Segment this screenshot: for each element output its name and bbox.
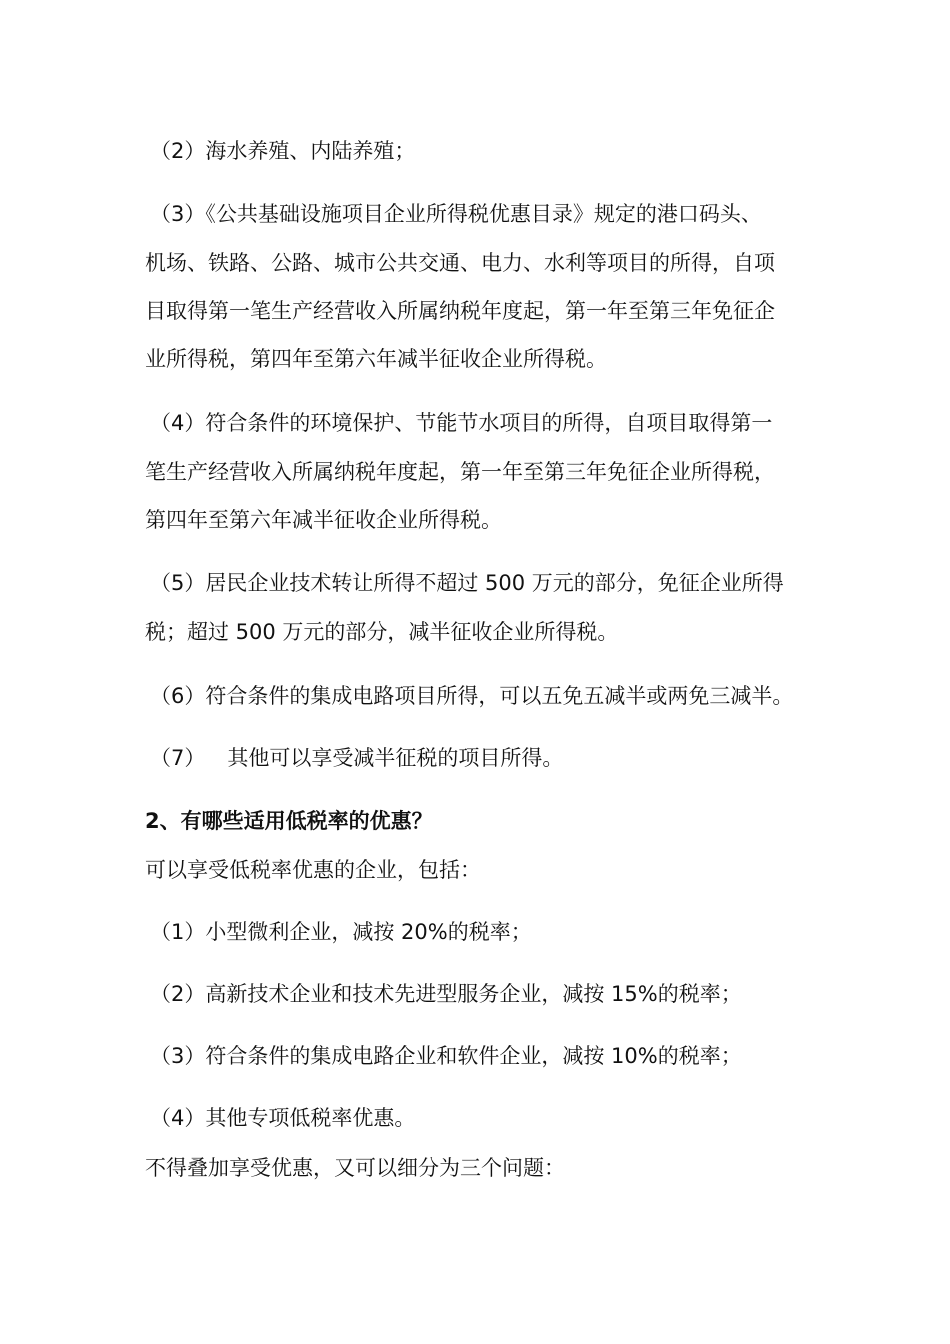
item-3-line-4: 业所得税，第四年至第六年减半征收企业所得税。 <box>145 347 607 371</box>
rate-item-3: （3）符合条件的集成电路企业和软件企业，减按 10%的税率； <box>150 1044 742 1068</box>
item-4-line-1: （4）符合条件的环境保护、节能节水项目的所得，自项目取得第一 <box>150 411 773 435</box>
item-3-line-3: 目取得第一笔生产经营收入所属纳税年度起，第一年至第三年免征企 <box>145 299 775 323</box>
rate-item-1: （1）小型微利企业，减按 20%的税率； <box>150 920 532 944</box>
item-4-line-2: 笔生产经营收入所属纳税年度起，第一年至第三年免征企业所得税， <box>145 460 775 484</box>
item-7-line <box>150 743 563 773</box>
rate-item-2: （2）高新技术企业和技术先进型服务企业，减按 15%的税率； <box>150 982 742 1006</box>
closing-line: 不得叠加享受优惠，又可以细分为三个问题： <box>145 1156 565 1180</box>
item-5-line-1: （5）居民企业技术转让所得不超过 500 万元的部分，免征企业所得 <box>150 571 784 595</box>
item-2-line: （2）海水养殖、内陆养殖； <box>150 139 416 163</box>
item-3-line-1: （3）《公共基础设施项目企业所得税优惠目录》规定的港口码头、 <box>150 202 762 226</box>
item-3-line-2: 机场、铁路、公路、城市公共交通、电力、水利等项目的所得，自项 <box>145 251 775 275</box>
item-4-line-3: 第四年至第六年减半征收企业所得税。 <box>145 508 502 532</box>
item-7-number: （7） <box>150 746 206 770</box>
item-7-text: 其他可以享受减半征税的项目所得。 <box>227 746 564 770</box>
section-heading: 2、有哪些适用低税率的优惠？ <box>145 809 433 833</box>
item-5-line-2: 税；超过 500 万元的部分，减半征收企业所得税。 <box>145 620 619 644</box>
section-intro: 可以享受低税率优惠的企业，包括： <box>145 858 481 882</box>
rate-item-4: （4）其他专项低税率优惠。 <box>150 1106 416 1130</box>
item-6-line: （6）符合条件的集成电路项目所得，可以五免五减半或两免三减半。 <box>150 684 794 708</box>
